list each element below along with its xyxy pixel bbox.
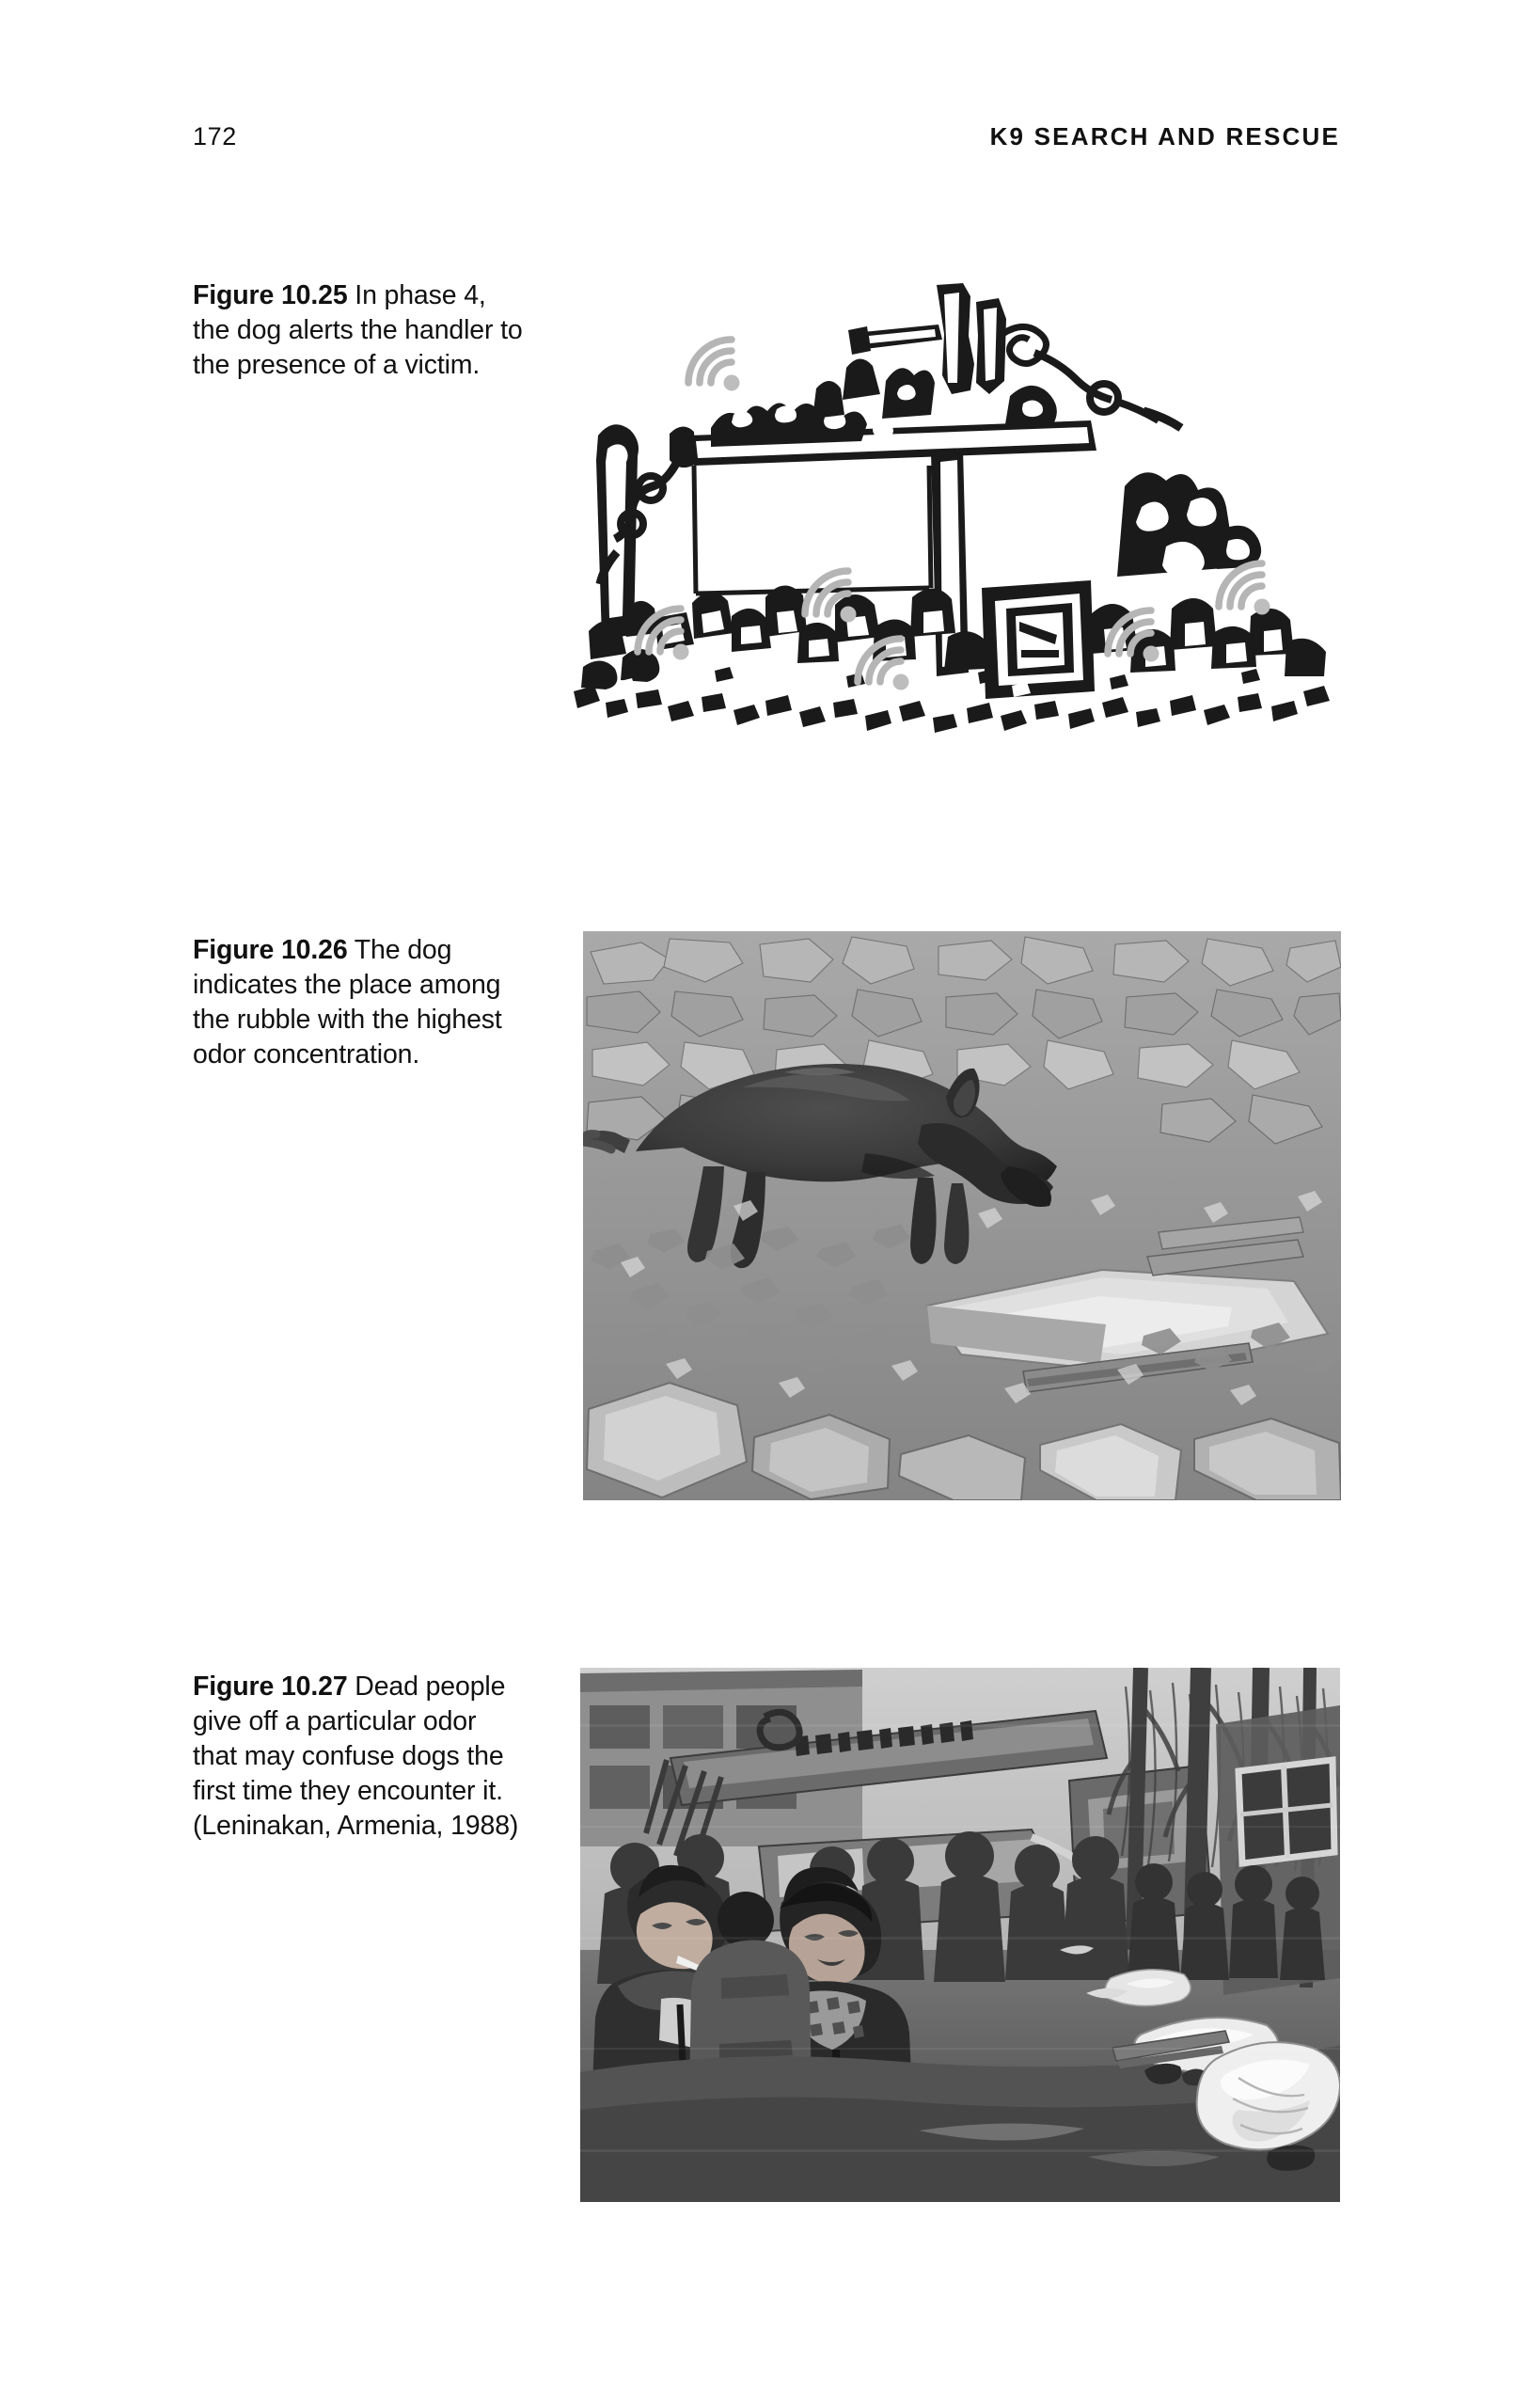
figure-label-10-26: Figure 10.26 — [193, 935, 348, 965]
figure-caption-text-10-27: Dead people give off a particular odor that may confuse dogs the first time they encounter it. (Leninakan, Armenia, 1988) — [193, 1671, 519, 1842]
page-number: 172 — [193, 122, 237, 150]
figure-caption-10-27 — [193, 1670, 527, 1844]
running-head-title: K9 SEARCH AND RESCUE — [989, 122, 1340, 150]
figure-image-10-27 — [580, 1668, 1340, 2202]
figure-image-10-25 — [564, 277, 1345, 757]
figure-label-10-27: Figure 10.27 — [193, 1671, 348, 1702]
figure-label-10-25: Figure 10.25 — [193, 280, 348, 310]
running-head — [193, 122, 1340, 160]
figure-caption-text-10-25: In phase 4, the dog alerts the handler to the presence of a victim. — [193, 280, 523, 381]
figure-caption-10-26 — [193, 933, 527, 1072]
figure-image-10-26 — [583, 931, 1341, 1500]
figure-caption-text-10-26: The dog indicates the place among the rubble with the highest odor concentration. — [193, 935, 502, 1070]
figure-caption-10-25 — [193, 278, 527, 383]
